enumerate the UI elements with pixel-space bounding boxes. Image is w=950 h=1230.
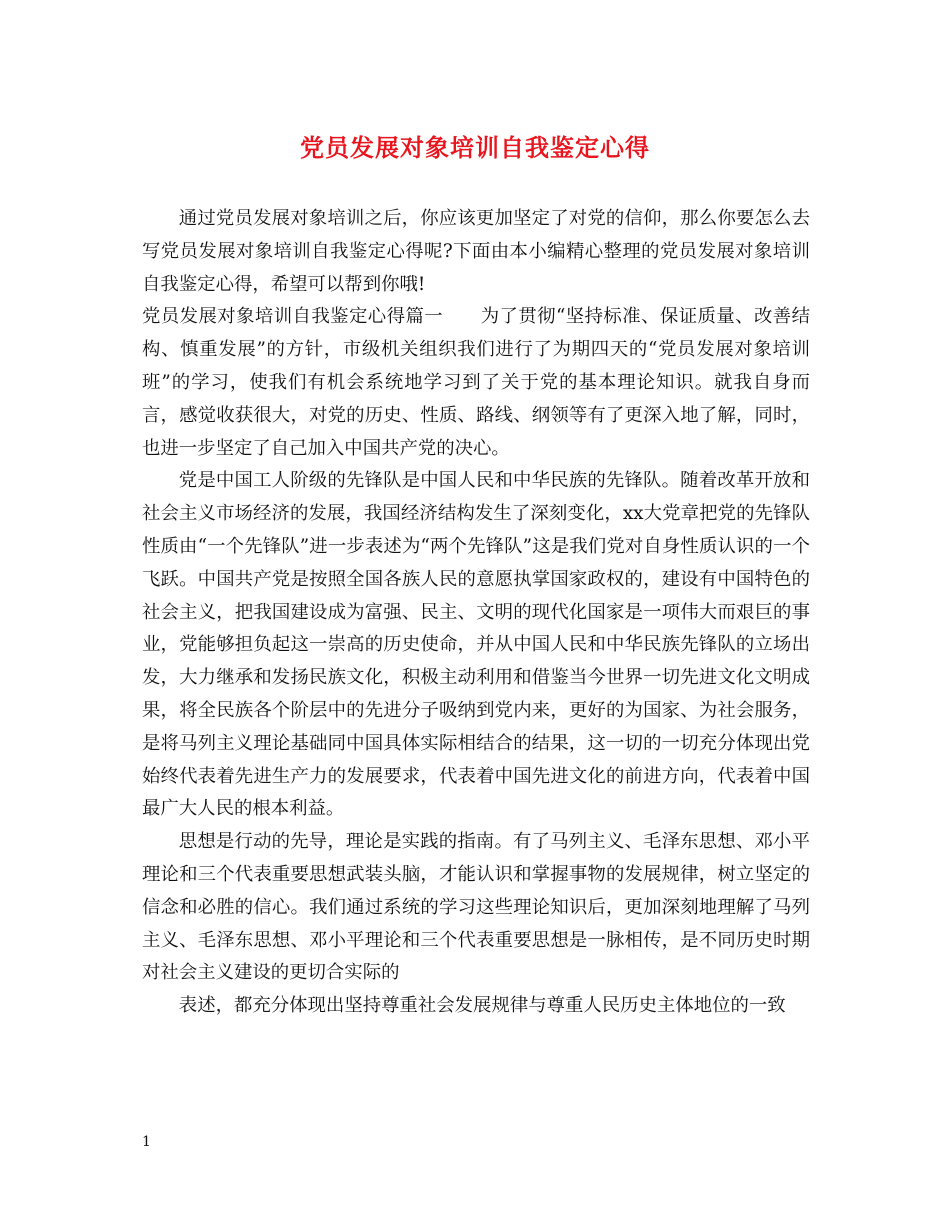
- page-number: 1: [142, 1134, 151, 1150]
- party-vanguard-paragraph: 党是中国工人阶级的先锋队是中国人民和中华民族的先锋队。随着改革开放和社会主义市场经济的发展，我国经济结构发生了深刻变化，xx大党章把党的先锋队性质由“一个先锋队”进一步表述为“两个先锋队”这是我们党对自身性质认识的一个飞跃。中国共产党是按照全国各族人民的意愿执掌国家政权的，建设有中国特色的社会主义，把我国建设成为富强、民主、文明的现代化国家是一项伟大而艰巨的事业，党能够担负起这一崇高的历史使命，并从中国人民和中华民族先锋队的立场出发，大力继承和发扬民族文化，积极主动利用和借鉴当今世界一切先进文化文明成果，将全民族各个阶层中的先进分子吸纳到党内来，更好的为国家、为社会服务，是将马列主义理论基础同中国具体实际相结合的结果，这一切的一切充分体现出党始终代表着先进生产力的发展要求，代表着中国先进文化的前进方向，代表着中国最广大人民的根本利益。: [142, 470, 810, 820]
- document-body: [142, 203, 810, 1023]
- document-title: 党员发展对象培训自我鉴定心得: [300, 133, 650, 162]
- intro-paragraph: 通过党员发展对象培训之后，你应该更加坚定了对党的信仰，那么你要怎么去写党员发展对象培训自我鉴定心得呢?下面由本小编精心整理的党员发展对象培训自我鉴定心得，希望可以帮到你哦!: [142, 208, 810, 295]
- continuation-paragraph: 表述，都充分体现出坚持尊重社会发展规律与尊重人民历史主体地位的一致: [178, 995, 786, 1017]
- section-one-paragraph: 党员发展对象培训自我鉴定心得篇一 为了贯彻“坚持标准、保证质量、改善结构、慎重发展”的方针，市级机关组织我们进行了为期四天的“党员发展对象培训班”的学习，使我们有机会系统地学习到了关于党的基本理论知识。就我自身而言，感觉收获很大，对党的历史、性质、路线、纲领等有了更深入地了解，同时，也进一步坚定了自己加入中国共产党的决心。: [142, 306, 810, 459]
- theory-paragraph: 思想是行动的先导，理论是实践的指南。有了马列主义、毛泽东思想、邓小平理论和三个代表重要思想武装头脑，才能认识和掌握事物的发展规律，树立坚定的信念和必胜的信心。我们通过系统的学习这些理论知识后，更加深刻地理解了马列主义、毛泽东思想、邓小平理论和三个代表重要思想是一脉相传，是不同历史时期对社会主义建设的更切合实际的: [142, 831, 810, 984]
